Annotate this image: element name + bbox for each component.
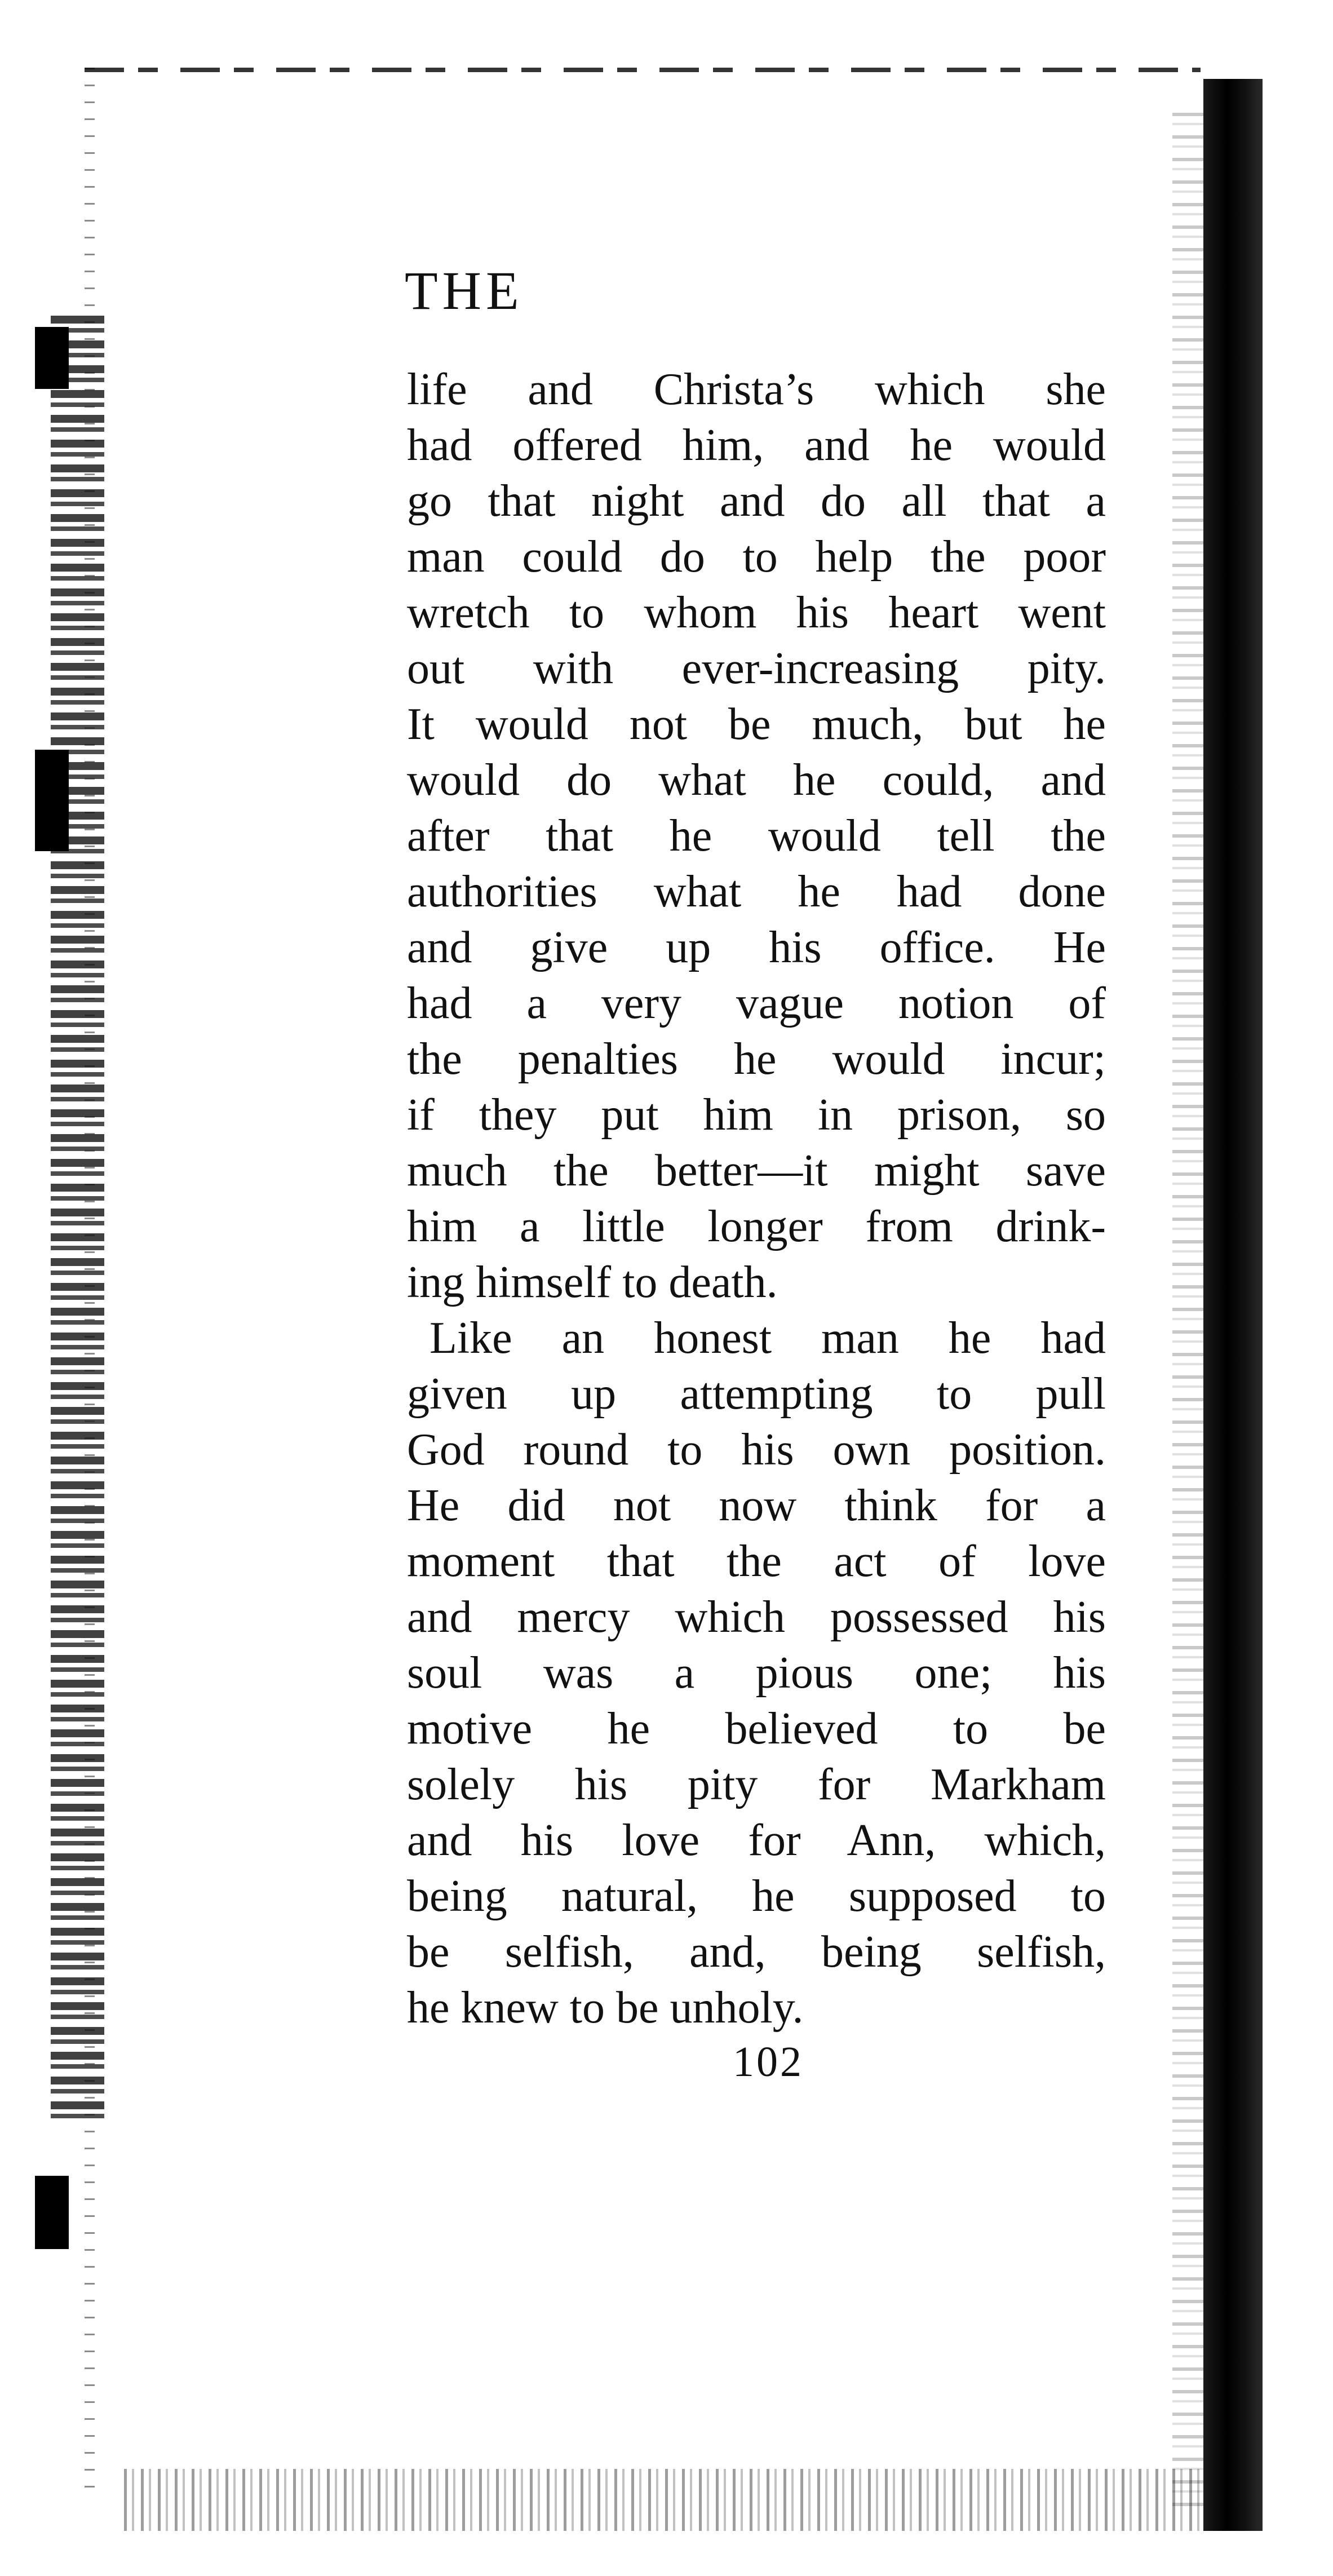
text-line: and give up his office. He: [407, 923, 1106, 972]
text-line: It would not be much, but he: [407, 700, 1106, 749]
text-line: go that night and do all that a: [407, 476, 1106, 526]
paragraph-2: [407, 1311, 1106, 2036]
text-line: had a very vague notion of: [407, 979, 1106, 1028]
scan-binding-shadow: [1172, 113, 1206, 2508]
paragraph-1: [407, 362, 1106, 1311]
text-line: motive he believed to be: [407, 1704, 1106, 1754]
text-line: soul was a pious one; his: [407, 1648, 1106, 1698]
text-line: him a little longer from drink-: [407, 1202, 1106, 1251]
text-line: God round to his own position.: [407, 1425, 1106, 1475]
text-line: wretch to whom his heart went: [407, 588, 1106, 638]
text-line: and his love for Ann, which,: [407, 1816, 1106, 1865]
scan-left-mark: [35, 2176, 69, 2249]
text-line: ing himself to death.: [407, 1258, 778, 1307]
text-line: if they put him in prison, so: [407, 1090, 1106, 1140]
text-line: being natural, he supposed to: [407, 1871, 1106, 1921]
text-line: Like an honest man he had: [429, 1313, 1106, 1363]
scan-left-mark: [35, 327, 69, 389]
text-line: given up attempting to pull: [407, 1369, 1106, 1419]
text-line: would do what he could, and: [407, 755, 1106, 805]
text-line: authorities what he had done: [407, 867, 1106, 917]
scan-top-edge: [85, 68, 1201, 72]
scan-left-artifacts: [51, 316, 104, 2119]
text-line: life and Christa’s which she: [407, 365, 1106, 414]
text-line: much the better—it might save: [407, 1146, 1106, 1196]
running-head: THE: [405, 260, 524, 321]
text-line: and mercy which possessed his: [407, 1592, 1106, 1642]
body-text: [407, 362, 1106, 2036]
text-line: had offered him, and he would: [407, 421, 1106, 470]
text-line: out with ever-increasing pity.: [407, 644, 1106, 693]
text-line: moment that the act of love: [407, 1537, 1106, 1586]
scan-bottom-edge: [124, 2469, 1206, 2531]
text-line: solely his pity for Markham: [407, 1760, 1106, 1809]
scan-binding-edge: [1203, 79, 1263, 2531]
text-line: he knew to be unholy.: [407, 1983, 804, 2033]
text-line: after that he would tell the: [407, 811, 1106, 861]
text-line: be selfish, and, being selfish,: [407, 1927, 1106, 1977]
text-line: the penalties he would incur;: [407, 1034, 1106, 1084]
text-line: man could do to help the poor: [407, 532, 1106, 582]
text-line: He did not now think for a: [407, 1481, 1106, 1530]
scan-left-mark: [35, 750, 69, 851]
page-number: 102: [733, 2038, 804, 2086]
